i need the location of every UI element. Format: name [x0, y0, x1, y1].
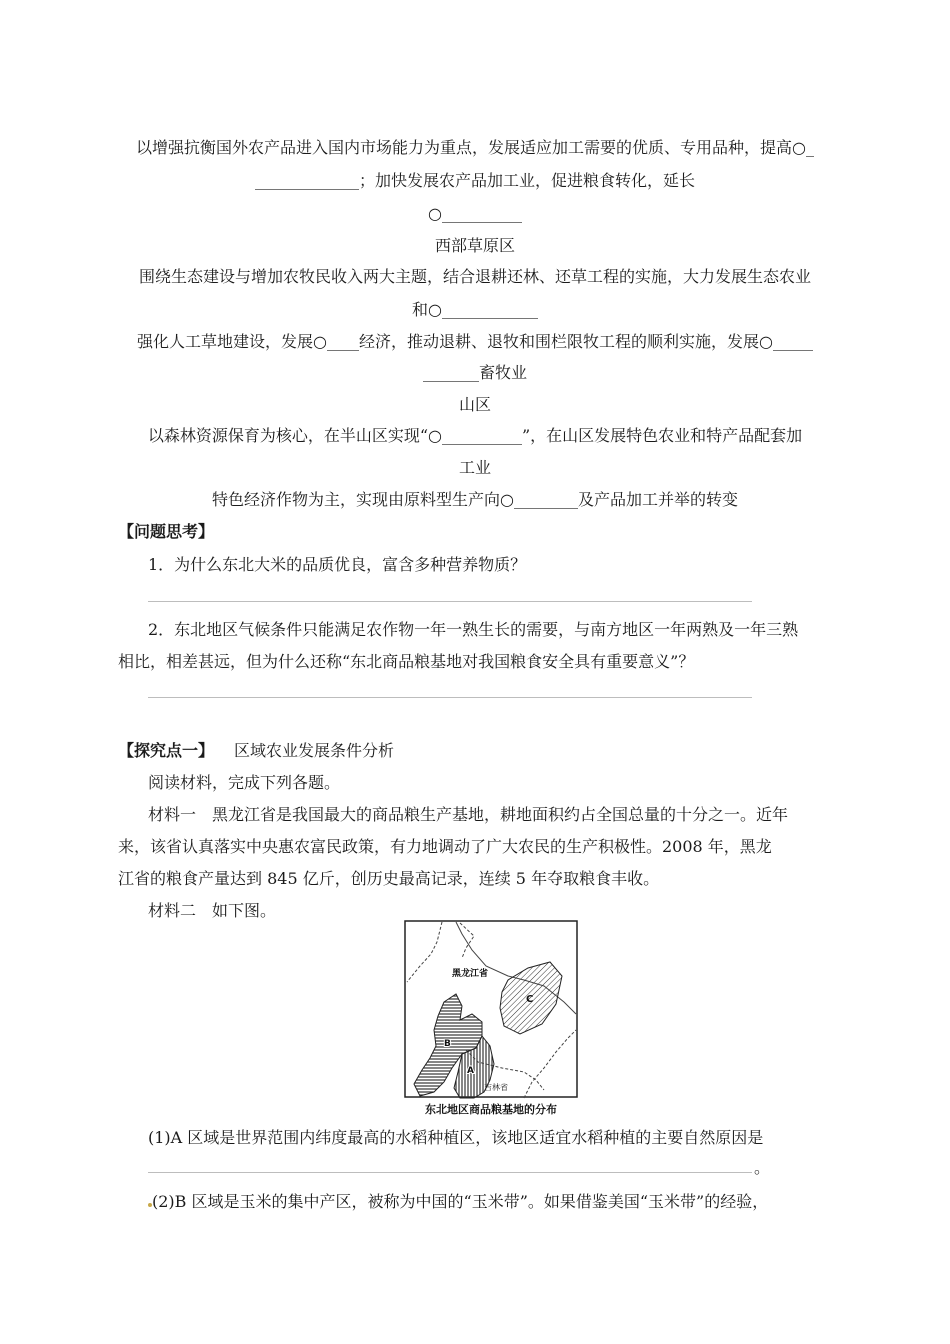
map-label-a: A: [467, 1066, 474, 1076]
text-line: 围绕生态建设与增加农牧民收入两大主题，结合退耕还林、还草工程的实施，大力发展生态农业: [138, 267, 811, 286]
material-1-line3: 江省的粮食产量达到 845 亿斤，创历史最高记录，连续 5 年夺取粮食丰收。: [118, 869, 660, 888]
text-line: 特色经济作物为主，实现由原料型生产向○________及产品加工并举的转变: [212, 490, 738, 509]
text-line: _____________；加快发展农产品加工业，促进粮食转化，延长: [254, 171, 695, 190]
text-line: 以增强抗衡国外农产品进入国内市场能力为重点，发展适应加工需要的优质、专用品种，提高○_: [136, 138, 814, 157]
answer-line[interactable]: [148, 601, 752, 602]
text-line: 工业: [458, 458, 491, 477]
section-title-mountain: 山区: [458, 395, 491, 414]
explore-header: [118, 741, 394, 761]
text-line: _______畜牧业: [422, 363, 527, 382]
text-line: 和○____________: [412, 300, 538, 319]
period-mark: 。: [754, 1158, 771, 1177]
text-line: 强化人工草地建设，发展○____经济，推动退耕、退牧和围栏限牧工程的顺利实施，发展○_____: [137, 332, 813, 351]
text-line: 以森林资源保育为核心，在半山区实现“○__________”，在山区发展特色农业和特产品配套加: [147, 426, 803, 445]
questions-header: 【问题思考】: [118, 522, 215, 541]
map-label-b: B: [444, 1039, 451, 1049]
question-2-line2: 相比，相差甚远，但为什么还称“东北商品粮基地对我国粮食安全具有重要意义”？: [118, 652, 695, 671]
material-1-line2: 来，该省认真落实中央惠农富民政策，有力地调动了广大农民的生产积极性。2008 年，黑龙: [118, 837, 772, 856]
map-label-c: C: [526, 994, 534, 1005]
material-1-line1: 材料一 黑龙江省是我国最大的商品粮生产基地，耕地面积约占全国总量的十分之一。近年: [148, 805, 789, 824]
explore-label: 【探究点一】: [118, 741, 215, 760]
answer-line[interactable]: [148, 1172, 752, 1173]
map-label-jilin: 吉林省: [484, 1083, 508, 1092]
question-2-line1: 2．东北地区气候条件只能满足农作物一年一熟生长的需要，与南方地区一年两熟及一年三熟: [148, 620, 799, 639]
text-line: ○__________: [428, 204, 522, 223]
section-title-west-grassland: 西部草原区: [434, 236, 515, 255]
map-label-heilongjiang: 黑龙江省: [452, 969, 489, 979]
northeast-grain-base-map: [404, 920, 578, 1118]
sub-question-2: (2)B 区域是玉米的集中产区，被称为中国的“玉米带”。如果借鉴美国“玉米带”的经验，: [152, 1192, 769, 1211]
explore-title: 区域农业发展条件分析: [234, 741, 395, 760]
explore-intro: 阅读材料，完成下列各题。: [148, 773, 341, 792]
sub-question-1: (1)A 区域是世界范围内纬度最高的水稻种植区，该地区适宜水稻种植的主要自然原因是: [148, 1128, 764, 1147]
question-1: 1．为什么东北大米的品质优良，富含多种营养物质？: [148, 555, 527, 574]
map-figure: [404, 920, 578, 1118]
answer-line[interactable]: [148, 697, 752, 698]
material-2: 材料二 如下图。: [148, 901, 277, 920]
map-caption: 东北地区商品粮基地的分布: [425, 1103, 557, 1116]
